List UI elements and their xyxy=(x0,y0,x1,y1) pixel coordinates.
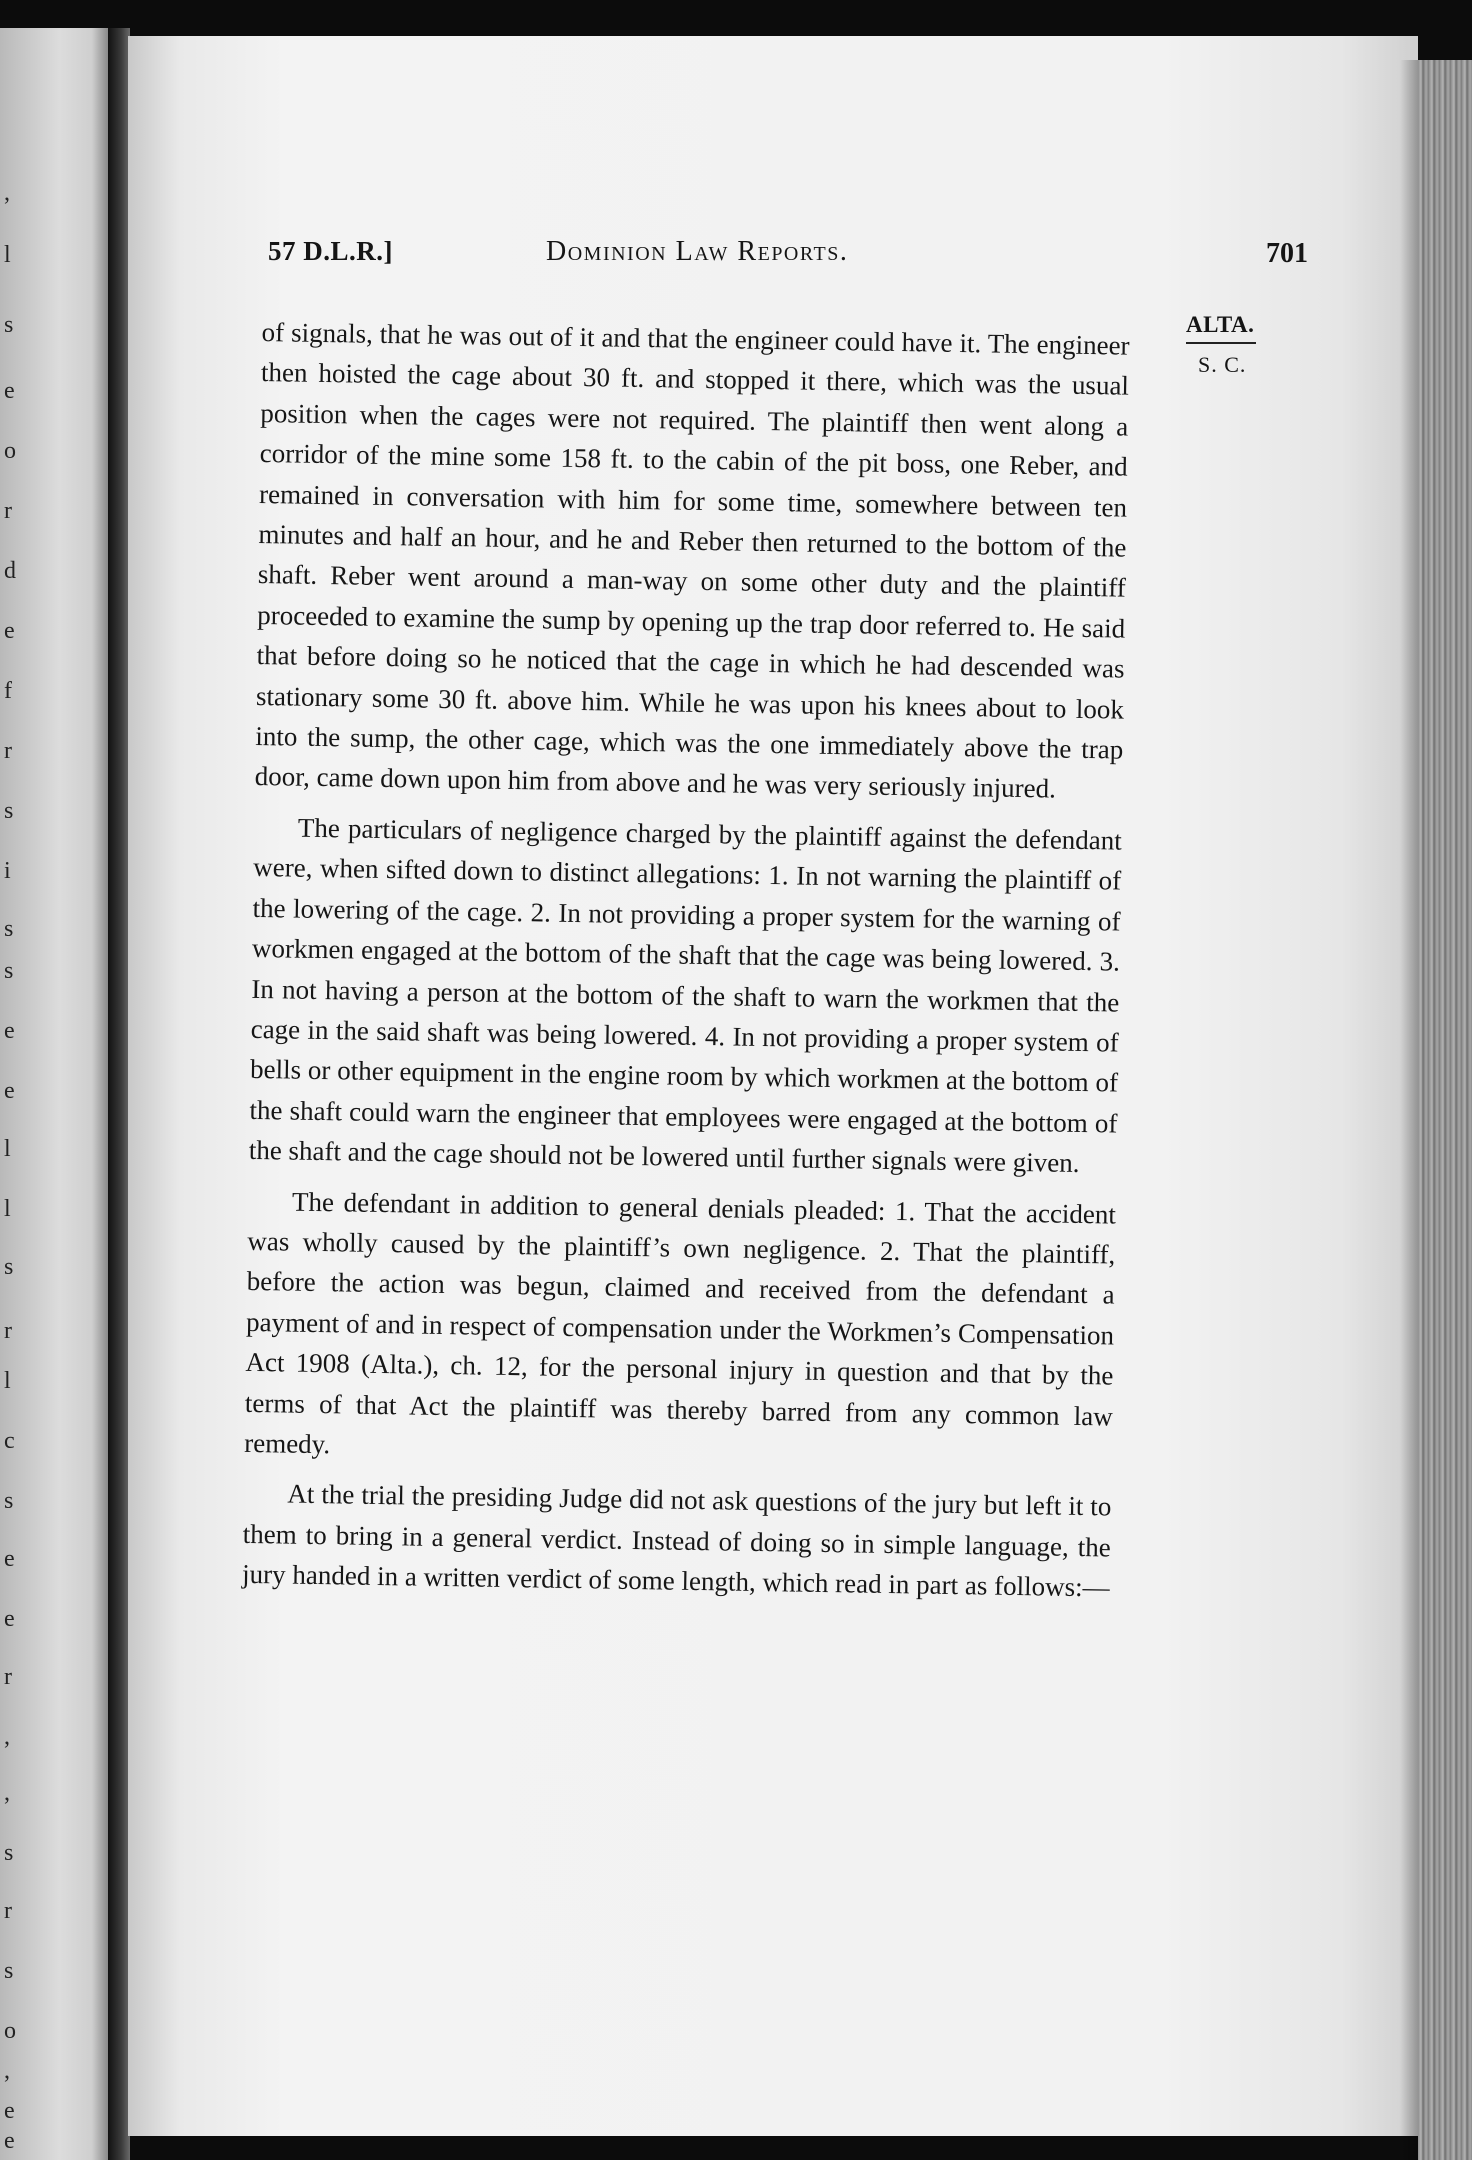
facing-page-char: o xyxy=(4,438,16,464)
facing-page-char: l xyxy=(4,1196,11,1222)
facing-page-char: r xyxy=(4,1664,12,1690)
facing-page-char: i xyxy=(4,858,11,884)
facing-page-char: e xyxy=(4,1018,15,1044)
running-header xyxy=(268,236,1308,276)
facing-page-char: e xyxy=(4,1606,15,1632)
volume-reference: 57 D.L.R.] xyxy=(268,236,393,266)
facing-page-char: s xyxy=(4,1840,14,1866)
facing-page-char: e xyxy=(4,2098,15,2124)
facing-page-char: s xyxy=(4,798,14,824)
facing-page-char: l xyxy=(4,242,11,268)
body-text xyxy=(242,312,1130,1608)
paragraph: of signals, that he was out of it and that the engineer could have it. The engineer then hoisted the cage about 30 ft. and stopped it there, which was the usual position when the cages were not required. The plaintiff then went along a corridor of the mine some 158 ft. to the cabin of the pit boss, one Reber, and remained in conversation with him for some time, somewhere between ten minutes and half an hour, and he and Reber then returned to the bottom of the shaft. Reber went around a man-way on some other duty and the plaintiff proceeded to examine the sump by opening up the trap door referred to. He said that before doing so he noticed that the cage in which he had descended was stationary some 30 ft. above him. While he was upon his knees about to look into the sump, the other cage, which was the one immediately above the trap door, came down upon him from above and he was very seriously injured. xyxy=(254,316,1130,804)
facing-page-char: s xyxy=(4,1488,14,1514)
facing-page-char: r xyxy=(4,1318,12,1344)
facing-page-edge xyxy=(0,28,108,2160)
court-division: S. C. xyxy=(1198,352,1247,377)
facing-page-char: , xyxy=(4,1780,10,1806)
facing-page-char: r xyxy=(4,738,12,764)
facing-page-char: r xyxy=(4,1898,12,1924)
facing-page-char: s xyxy=(4,916,14,942)
facing-page-char: c xyxy=(4,1428,15,1454)
facing-page-char: f xyxy=(4,678,12,704)
paragraph: At the trial the presiding Judge did not ask questions of the jury but left it to them to bring in a general verdict. Instead of doing so in simple language, the jury handed in a written verdict of some length, which read in part as follows:— xyxy=(241,1478,1112,1603)
publication-title: Dominion Law Reports. xyxy=(546,236,849,267)
paragraph: The particulars of negligence charged by the plaintiff against the defendant were, when sifted down to distinct allegations: 1. In not warning the plaintiff of the lowering of the cage. 2. In not providing a proper system for the warning of workmen engaged at the bottom of the shaft that the cage was being lowered. 3. In not having a person at the bottom of the shaft to warn the workmen that the cage in the said shaft was being lowered. 4. In not providing a proper system of bells or other equipment in the engine room by which workmen at the bottom of the shaft could warn the engineer that employees were engaged at the bottom of the shaft and the cage should not be lowered until further signals were given. xyxy=(248,812,1123,1179)
facing-page-char: e xyxy=(4,1078,15,1104)
paragraph: The defendant in addition to general denials pleaded: 1. That the accident was wholly caused by the plaintiff’s own negligence. 2. That the plaintiff, before the action was begun, claimed and received from the defendant a payment of and in respect of compensation under the Workmen’s Compensation Act 1908 (Alta.), ch. 12, for the personal injury in question and that by the terms of that Act the plaintiff was thereby barred from any common law remedy. xyxy=(243,1186,1117,1460)
page-number: 701 xyxy=(1266,238,1308,269)
facing-page-char: o xyxy=(4,2018,16,2044)
facing-page-char: d xyxy=(4,558,16,584)
facing-page-char: e xyxy=(4,2128,15,2154)
facing-page-char: e xyxy=(4,378,15,404)
facing-page-char: s xyxy=(4,1958,14,1984)
court-province: ALTA. xyxy=(1186,312,1256,344)
facing-page-char: l xyxy=(4,1368,11,1394)
facing-page-char: s xyxy=(4,958,14,984)
facing-page-char: , xyxy=(4,2058,10,2084)
book-gutter xyxy=(108,28,130,2160)
facing-page-char: , xyxy=(4,1724,10,1750)
page-stack-edge xyxy=(1418,60,1472,2160)
facing-page-char: s xyxy=(4,1254,14,1280)
facing-page-char: s xyxy=(4,312,14,338)
facing-page-char: l xyxy=(4,1136,11,1162)
facing-page-char: e xyxy=(4,1546,15,1572)
facing-page-char: r xyxy=(4,498,12,524)
facing-page-char: e xyxy=(4,618,15,644)
margin-court-note xyxy=(1186,312,1286,378)
facing-page-char: , xyxy=(4,180,10,206)
